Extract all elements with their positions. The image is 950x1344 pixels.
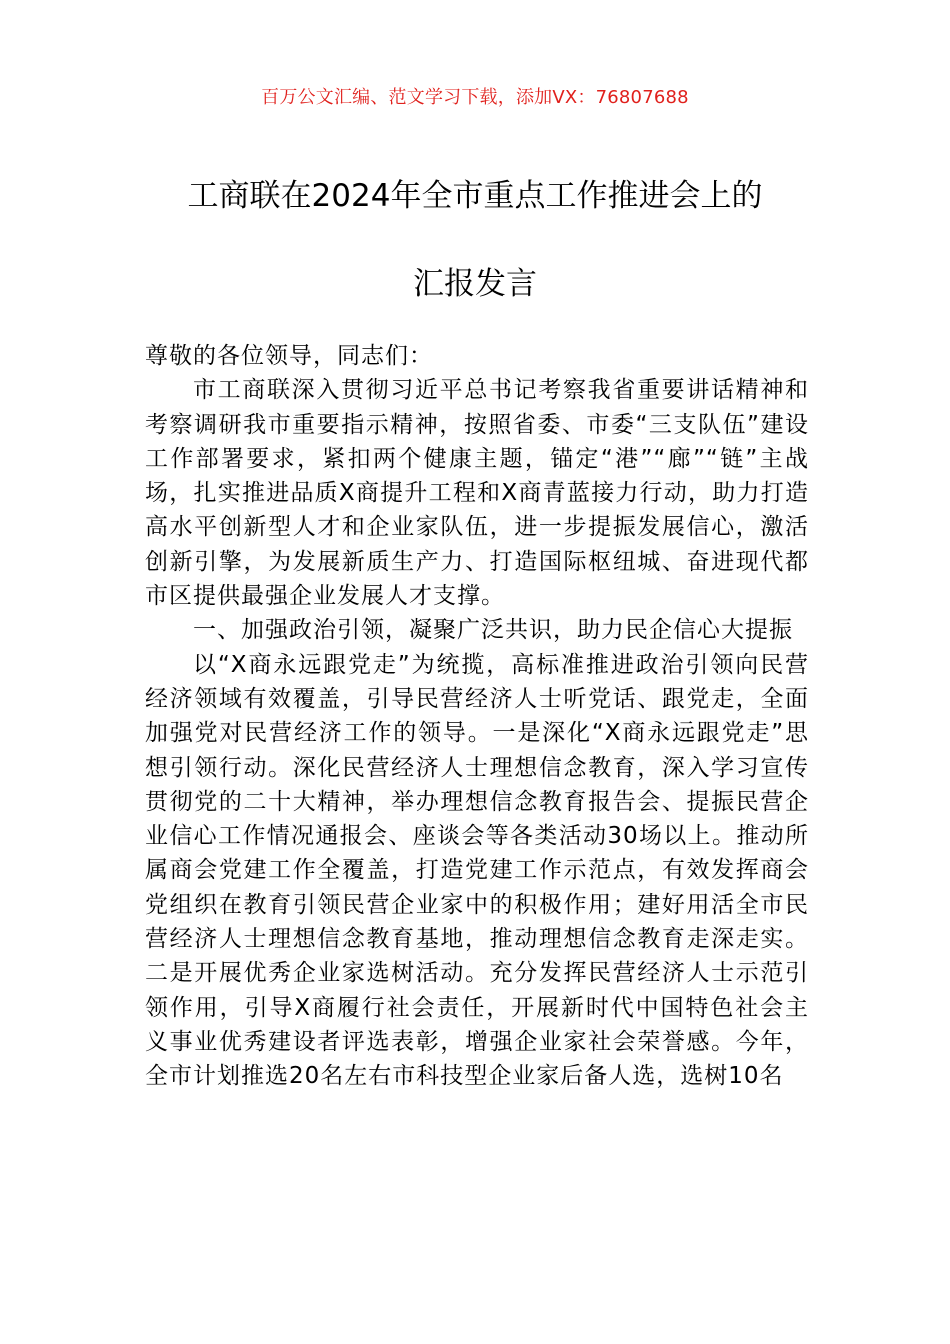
paragraph-section-1: 以“X商永远跟党走”为统揽，高标准推进政治引领向民营经济领域有效覆盖，引导民营经济人士听党话、跟党走，全面加强党对民营经济工作的领导。一是深化“X商永远跟党走”思想引领行动。深化民营经济人士理想信念教育，深入学习宣传贯彻党的二十大精神，举办理想信念教育报告会、提振民营企业信心工作情况通报会、座谈会等各类活动30场以上。推动所属商会党建工作全覆盖，打造党建工作示范点，有效发挥商会党组织在教育引领民营企业家中的积极作用；建好用活全市民营经济人士理想信念教育基地，推动理想信念教育走深走实。二是开展优秀企业家选树活动。充分发挥民营经济人士示范引领作用，引导X商履行社会责任，开展新时代中国特色社会主义事业优秀建设者评选表彰，增强企业家社会荣誉感。今年，全市计划推选20名左右市科技型企业家后备人选，选树10名 (145, 651, 809, 1090)
watermark-banner: 百万公文汇编、范文学习下载，添加VX：76807688 (261, 87, 689, 108)
title-line-2: 汇报发言 (413, 266, 537, 302)
paragraph-intro: 市工商联深入贯彻习近平总书记考察我省重要讲话精神和考察调研我市重要指示精神，按照省委、市委“三支队伍”建设工作部署要求，紧扣两个健康主题，锚定“港”“廊”“链”主战场，扎实推进品质X商提升工程和X商青蓝接力行动，助力打造高水平创新型人才和企业家队伍，进一步提振发展信心，激活创新引擎，为发展新质生产力、打造国际枢纽城、奋进现代都市区提供最强企业发展人才支撑。 (145, 377, 809, 610)
document-title (100, 152, 850, 328)
document-body (145, 339, 809, 1094)
title-line-1: 工商联在2024年全市重点工作推进会上的 (187, 178, 763, 214)
section-heading-1: 一、加强政治引领，凝聚广泛共识，助力民企信心大提振 (193, 617, 793, 644)
salutation: 尊敬的各位领导，同志们： (145, 343, 433, 369)
